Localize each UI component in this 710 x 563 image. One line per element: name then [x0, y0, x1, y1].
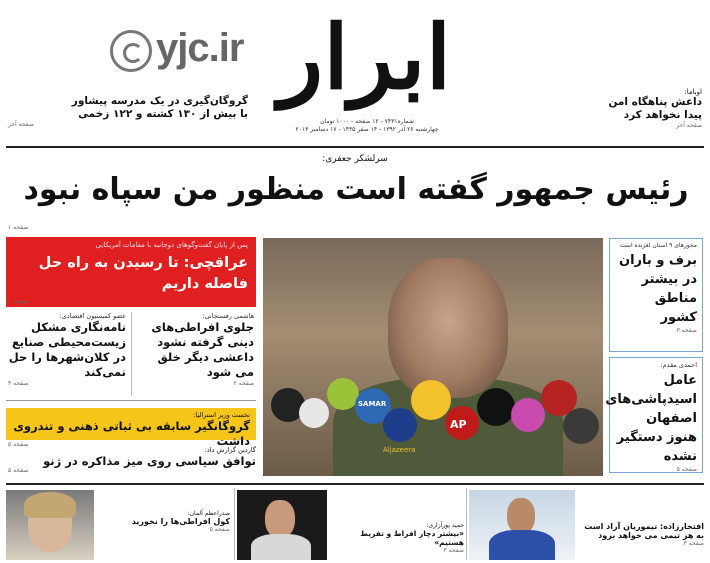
- bottom-photo-2-face: [265, 500, 295, 538]
- left-col-a-page: صفحه ۲: [233, 380, 254, 387]
- bottom-3-headline-2: به هر تیمی می خواهد برود: [598, 531, 704, 540]
- yjc-logo-text: yjc.ir: [156, 26, 244, 70]
- right-box-2-page: صفحه ۵: [676, 466, 697, 473]
- main-page: صفحه ۱: [8, 224, 29, 231]
- geneva-story[interactable]: [8, 446, 256, 468]
- bottom-3-kicker: افتخارزاده:: [660, 522, 704, 531]
- left-col-b-page: صفحه ۴: [8, 380, 29, 387]
- paper-name: ابرار: [278, 5, 452, 109]
- bottom-story-1[interactable]: [98, 510, 230, 533]
- geneva-kicker: گاردین گزارش داد:: [204, 446, 256, 454]
- bottom-3-headline-1-text: تیموریان آزاد است: [584, 522, 658, 531]
- bottom-3-headline-1: [578, 522, 704, 531]
- right-box-snow[interactable]: [609, 238, 703, 352]
- bottom-sep-2: [466, 488, 467, 560]
- photo-mic-5: [383, 408, 417, 442]
- geneva-headline: توافق سیاسی روی میز مذاکره در ژنو: [43, 454, 256, 468]
- red-box-headline: عراقچی: تا رسیدن به راه حل فاصله داریم: [38, 255, 248, 292]
- bottom-2-headline: «بیشتر دچار افراط و تفریط هستیم»: [360, 529, 464, 547]
- top-right-teaser-kicker: اوباما:: [684, 88, 702, 96]
- yjc-emblem-icon: [110, 30, 152, 72]
- right-box-1-page: صفحه ۳: [676, 327, 697, 334]
- top-left-teaser-line2: با بیش از ۱۳۰ کشته و ۱۲۲ زخمی: [78, 108, 248, 120]
- bottom-story-2[interactable]: [330, 522, 464, 554]
- left-col-b-text: نامه‌نگاری مشکل زیست‌محیطی صنایع در کلان‌شهرها را حل نمی‌کند: [8, 320, 126, 379]
- bottom-1-headline: کول افراطی‌ها را نخورید: [131, 517, 230, 526]
- red-box-kicker: پس از پایان گفت‌وگوهای دوجانبه با مقامات آمریکایی: [95, 241, 248, 249]
- left-col-b-kicker: عضو کمیسیون اقتصادی:: [59, 312, 126, 320]
- geneva-page: صفحه ۵: [8, 467, 29, 474]
- bottom-story-3[interactable]: [578, 522, 704, 547]
- bottom-photo-1: [6, 490, 94, 560]
- red-box-page: صفحه ۱: [8, 298, 29, 305]
- bottom-sep-1: [234, 488, 235, 560]
- bottom-2-kicker: حمید پورآزاری:: [426, 522, 464, 529]
- bottom-photo-3-jersey: [489, 530, 555, 560]
- bottom-photo-3-face: [507, 498, 535, 534]
- top-left-teaser-page: صفحه آخر: [8, 121, 34, 128]
- right-box-1-kicker: محورهای ۹ استان لغزنده است: [620, 242, 697, 249]
- left-col-a-text: جلوی افراطی‌های دینی گرفته نشود داعشی دیگر خلق می شود: [151, 320, 254, 379]
- bottom-photo-1-hair: [24, 492, 76, 518]
- yjc-logo: [110, 26, 280, 74]
- left-col-story-b[interactable]: [8, 312, 126, 387]
- yellow-box-headline: گروگانگیر سابقه بی ثباتی ذهنی و تندروی داشت: [13, 419, 250, 448]
- left-col-a-kicker: هاشمی رفسنجانی:: [202, 312, 254, 320]
- right-box-2-kicker: احمدی مقدم:: [660, 361, 697, 369]
- bottom-2-page: صفحه ۳: [443, 547, 464, 554]
- top-right-teaser-line2: پیدا نخواهد کرد: [623, 109, 702, 121]
- yellow-box-kicker: نخست وزیر استرالیا:: [193, 411, 250, 419]
- issue-line-2: چهارشنبه ۲۶ آذر ۱۳۹۲ - ۱۴ صفر ۱۴۳۵ - ۱۷ دسامبر ۲۰۱۳: [295, 126, 439, 133]
- yellow-box-page: صفحه ۵: [8, 441, 29, 448]
- top-left-teaser-line1: گروگان‌گیری در یک مدرسه پیشاور: [71, 95, 248, 107]
- bottom-3-page: صفحه ۳: [683, 540, 704, 547]
- left-divider-1: [6, 400, 256, 401]
- right-box-2-headline: عامل اسیدپاشی‌های اصفهان هنوز دستگیر نشده: [605, 373, 697, 464]
- photo-mic-label-ap: AP: [450, 418, 467, 431]
- photo-mic-9: [511, 398, 545, 432]
- red-box-story[interactable]: [6, 237, 256, 307]
- left-col-divider: [131, 312, 132, 396]
- bottom-photo-3: [469, 490, 575, 560]
- right-box-1-headline: برف و باران در بیشتر مناطق کشور: [619, 253, 697, 325]
- bottom-1-page: صفحه ۵: [209, 526, 230, 533]
- main-photo: [263, 238, 603, 476]
- main-headline[interactable]: رئیس جمهور گفته است منظور من سپاه نبود: [23, 172, 689, 207]
- issue-info: [262, 118, 472, 134]
- issue-line-1: شماره۷۴۳۱ - ۱۲ صفحه - ۱۰۰۰ تومان: [320, 118, 414, 125]
- photo-mic-2: [299, 398, 329, 428]
- bottom-divider: [6, 483, 704, 485]
- bottom-1-kicker: صدراعظم آلمان:: [187, 510, 230, 517]
- right-box-acid[interactable]: [605, 357, 703, 473]
- left-col-story-a[interactable]: [136, 312, 254, 387]
- photo-mic-6: [411, 380, 451, 420]
- photo-mic-label-aljazeera: Aljazeera: [383, 446, 416, 454]
- top-left-teaser[interactable]: [8, 95, 248, 128]
- top-right-teaser-page: صفحه آخر: [676, 122, 702, 129]
- masthead-divider: [6, 146, 704, 148]
- top-right-teaser[interactable]: [590, 88, 702, 129]
- photo-face: [388, 258, 508, 398]
- bottom-photo-2: [237, 490, 327, 560]
- photo-mic-8: [477, 388, 515, 426]
- main-kicker: سرلشکر جعفری:: [322, 154, 388, 164]
- bottom-photo-2-shirt: [251, 534, 311, 560]
- photo-mic-label-samar: SAMAR: [358, 400, 387, 408]
- top-right-teaser-line1: داعش پناهگاه امن: [608, 96, 702, 108]
- photo-mic-11: [563, 408, 599, 444]
